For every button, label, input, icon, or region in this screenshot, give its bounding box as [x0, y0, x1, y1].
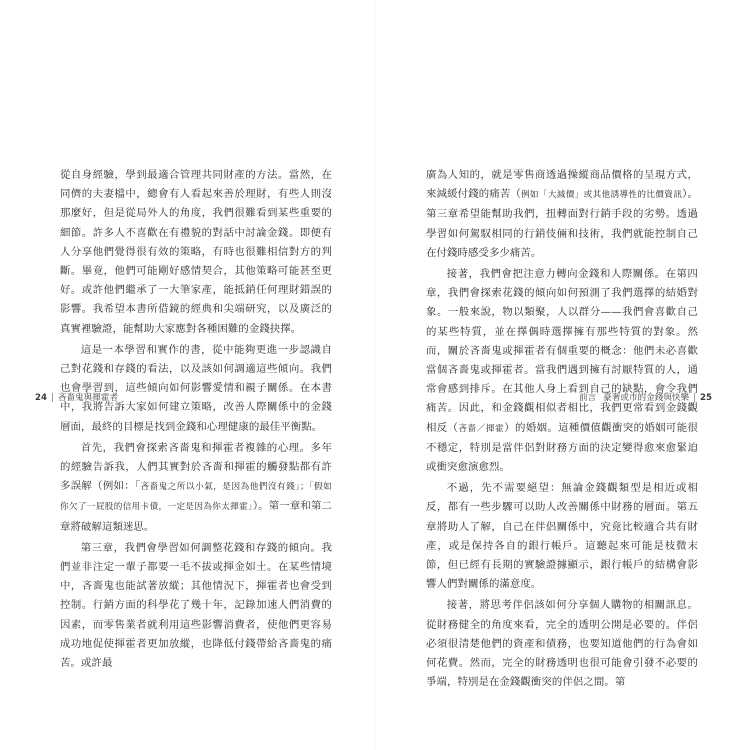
- inline-note: 吝嗇鬼之所以小氣，是因為他們沒有錢」；「假如你欠了一屁股的信用卡債，一定是因為你太揮霍」: [60, 482, 332, 513]
- paragraph: 不過，先不需要絕望：無論金錢觀類型是相近或相反，都有一些步驟可以助人改善關係中財務的層面。第五章將助人了解，自己在伴侶關係中，究竟比較適合共有財產，或是保持各自的銀行帳戶。這聽起來可能是枝微末節，但已經有長期的實驗證據顯示，銀行帳戶的結構會影響人們對關係的滿意度。: [426, 482, 698, 591]
- footer-separator: |: [693, 393, 697, 403]
- right-page: [375, 0, 750, 750]
- paragraph-text: ）。第三章希望能幫助我們，扭轉面對行銷手段的劣勢。透過學習如何駕馭相同的行銷伎倆和技術，我們就能控制自己在付錢時感受多少痛苦。: [426, 188, 698, 259]
- paragraph: 接著，將思考伴侶該如何分享個人購物的相關訊息。從財務健全的角度來看，完全的透明公開是必要的。伴侶必須很清楚他們的資產和債務，也要知道他們的行為會如何花費。然而，完全的財務透明也很可能會引發不必要的爭端，特別是在金錢觀衝突的伴侶之間。第: [426, 599, 698, 689]
- paragraph: [60, 439, 332, 537]
- book-title: 吝嗇鬼與揮霍者: [57, 393, 119, 403]
- paragraph-text: ）。第一章和第二章將破解這類迷思。: [60, 500, 332, 533]
- page-number: 25: [700, 393, 712, 403]
- paragraph-text: 接著，我們會把注意力轉向金錢和人際關係。在第四章，我們會探索花錢的傾向如何預測了我們選擇的結婚對象。一般來說，物以類聚，人以群分——我們會喜歡自己的某些特質，並在擇偶時選擇擁有那些特質的對象。然而，關於吝嗇鬼或揮霍者有個重要的概念：他們未必喜歡當個吝嗇鬼或揮霍者。當我們遇到擁有討厭特質的人，通常會感到排斥。在其他人身上看到自己的缺點，會令我們痛苦。因此，和金錢觀相似者相比，我們更常看到金錢觀相反（: [426, 268, 698, 434]
- section-label: 前言: [578, 393, 597, 403]
- footer-separator: |: [50, 393, 54, 403]
- paragraph-text: ）的婚姻。這種價值觀衝突的婚姻可能很不穩定，特別是當伴侶對財務方面的決定變得愈來愈緊迫或衝突愈演愈烈。: [426, 421, 698, 474]
- paragraph: 從自身經驗，學到最適合管理共同財產的方法。當然，在同儕的夫妻檔中，總會有人看起來善於理財，有些人則沒那麼好，但是從局外人的角度，我們很難看到某些重要的細節。許多人不喜歡在有禮貌的對話中討論金錢。即便有人分享他們覺得很有效的策略，有時也很難相信對方的判斷。畢竟，他們可能剛好感情契合，其他策略可能甚至更好。或許他們繼承了一大筆家產，能抵銷任何理財錯誤的影響。我希望本書所借鏡的經典和尖端研究，以及廣泛的真實裡驗證，能幫助大家應對各種困難的金錢抉擇。: [60, 169, 332, 335]
- paragraph: 第三章，我們會學習如何調整花錢和存錢的傾向。我們並非注定一輩子都要一毛不拔或揮金如土。在某些情境中，吝嗇鬼也能試著放縱；其他情況下，揮霍者也會受到控制。行銷方面的科學花了幾十年，記錄加速人們消費的因素，而零售業者就利用這些影響消費者，使他們更容易成功地促使揮霍者更加放縱，也降低付錢帶給吝嗇鬼的痛苦。或許最: [60, 541, 332, 670]
- paragraph: 這是一本學習和實作的書，從中能夠更進一步認識自己對花錢和存錢的看法，以及該如何調適這些傾向。我們也會學習到，這些傾向如何影響愛情和親子關係。在本書中，我將告訴大家如何建立策略，改善人際關係中的金錢層面，最終的目標是找到金錢和心理健康的最佳平衡點。: [60, 343, 332, 433]
- inline-note: 例如「大減價」或其他誘導性的比價資訊: [520, 190, 683, 201]
- right-page-body: [426, 166, 698, 692]
- paragraph-text: 首先，我們會探索吝嗇鬼和揮霍者複雜的心理。多年的經驗告訴我，人們其實對於吝嗇和揮霍的觸發點都有許多誤解（例如：「: [60, 441, 332, 493]
- left-page-body: [57, 166, 332, 673]
- right-page-footer: [579, 391, 712, 403]
- paragraph: [426, 265, 698, 477]
- chapter-title: 豪奢或市的金錢與快樂: [603, 393, 690, 403]
- inline-note: 吝嗇／揮霍: [458, 423, 505, 434]
- paragraph-text: 廣為人知的，就是零售商透過操縱商品價格的呈現方式，來減緩付錢的痛苦（: [426, 169, 698, 201]
- left-page-footer: [35, 391, 118, 403]
- page-number: 24: [35, 393, 47, 403]
- paragraph: [426, 166, 698, 263]
